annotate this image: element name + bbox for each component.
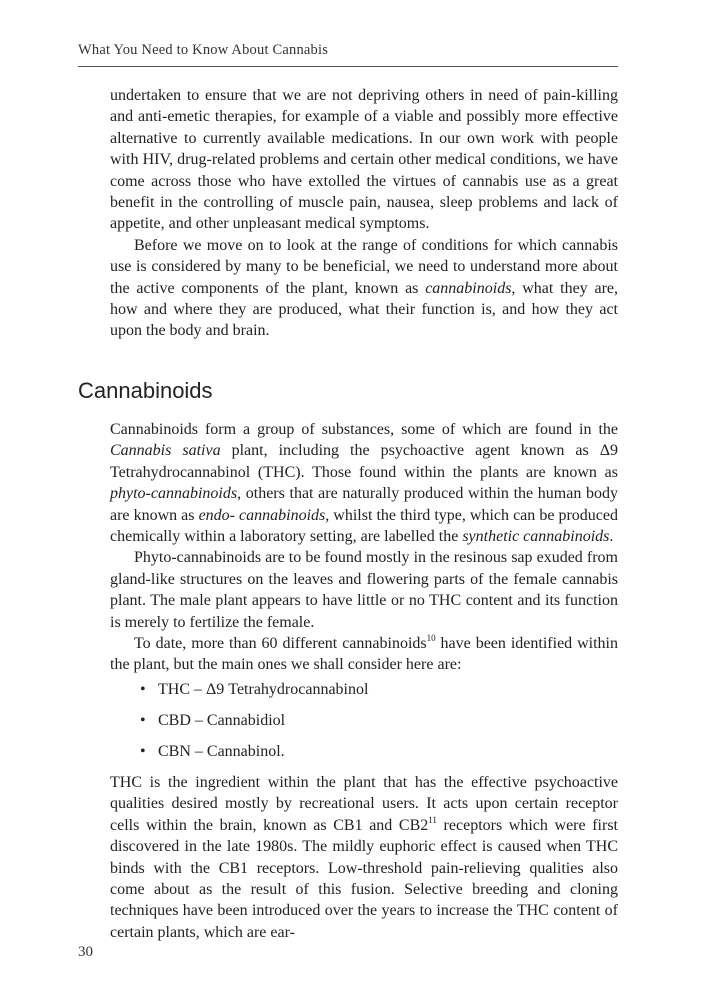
- section-heading: Cannabinoids: [78, 378, 213, 403]
- paragraph-3-text-d: , whilst the third type, which can be produced chemically within a laboratory setting, are labelled the: [110, 506, 618, 546]
- running-head: What You Need to Know About Cannabis: [78, 42, 329, 58]
- paragraph-5-text-b: have been identified within the plant, but the main ones we shall consider here are:: [110, 635, 618, 674]
- bullet-icon: •: [140, 681, 146, 698]
- list-item-text: CBN – Cannabinol.: [158, 743, 285, 760]
- paragraph-6-text-a: THC is the ingredient within the plant that has the effective psychoactive qualities desired mostly by recreational users. It acts upon certain receptor cells within the brain, known as CB1 and CB2: [110, 774, 618, 834]
- paragraph-3-emphasis-1: Cannabis sativa: [110, 442, 221, 460]
- thc-text: [110, 772, 618, 943]
- intro-text: [110, 85, 618, 342]
- paragraph-2: [110, 235, 618, 342]
- list-item: [140, 741, 618, 772]
- paragraph-3-emphasis-3: endo- cannabinoids: [198, 506, 326, 524]
- list-item: [140, 679, 618, 710]
- list-item-text: THC – Δ9 Tetrahydrocannabinol: [158, 681, 369, 698]
- paragraph-3-text-e: .: [609, 528, 614, 546]
- list-item-text: CBD – Cannabidiol: [158, 712, 286, 729]
- list-item: [140, 710, 618, 741]
- paragraph-3: [110, 419, 618, 547]
- paragraph-6-text-b: receptors which were first discovered in the late 1980s. The mildly euphoric effect is caused when THC binds with the CB1 receptors. Low-threshold pain-relieving qualities also come about as the result of this fusion. Selective breeding and cloning techniques have been introduced over the years to increase the THC content of certain plants, which are ear-: [110, 816, 619, 941]
- paragraph-6: [110, 772, 618, 943]
- header-rule: [78, 66, 618, 67]
- paragraph-2-emphasis: cannabinoids: [425, 279, 512, 297]
- paragraph-2-text-b: , what they are, how and where they are produced, what their function is, and how they act upon the body and brain.: [110, 279, 618, 340]
- paragraph-2-text-a: Before we move on to look at the range of conditions for which cannabis use is considered by many to be beneficial, we need to understand more about the active components of the plant, known as: [110, 236, 618, 297]
- bullet-icon: •: [140, 712, 146, 729]
- footnote-ref-11: 11: [428, 814, 437, 825]
- paragraph-3-emphasis-4: synthetic cannabinoids: [462, 528, 610, 546]
- paragraph-4: Phyto-cannabinoids are to be found mostly in the resinous sap exuded from gland-like structures on the leaves and flowering parts of the female cannabis plant. The male plant appears to have little or no THC content and its function is merely to fertilize the female.: [110, 549, 618, 631]
- cannabinoid-list: [140, 679, 618, 772]
- paragraph-5-text-a: To date, more than 60 different cannabinoids: [134, 635, 427, 653]
- paragraph-3-text-a: Cannabinoids form a group of substances, some of which are found in the: [110, 421, 618, 438]
- paragraph-1: undertaken to ensure that we are not depriving others in need of pain-killing and anti-emetic therapies, for example of a viable and possibly more effective alternative to currently available medications. In our own work with people with HIV, drug-related problems and certain other medical conditions, we have come across those who have extolled the virtues of cannabis use as a great benefit in the controlling of muscle pain, nausea, sleep problems and lack of appetite, and other unpleasant medical symptoms.: [110, 87, 618, 233]
- bullet-icon: •: [140, 743, 146, 760]
- paragraph-5: [110, 633, 618, 676]
- footnote-ref-10: 10: [426, 633, 436, 644]
- paragraph-3-emphasis-2: phyto-cannabinoids: [110, 485, 238, 503]
- cannabinoids-text: [110, 419, 618, 676]
- page-number: 30: [78, 944, 93, 960]
- paragraph-3-text-c: , others that are naturally produced within the human body are known as: [110, 485, 618, 524]
- paragraph-3-text-b: plant, including the psychoactive agent known as Δ9 Tetrahydrocannabinol (THC). Those found within the plants are known as: [110, 442, 618, 481]
